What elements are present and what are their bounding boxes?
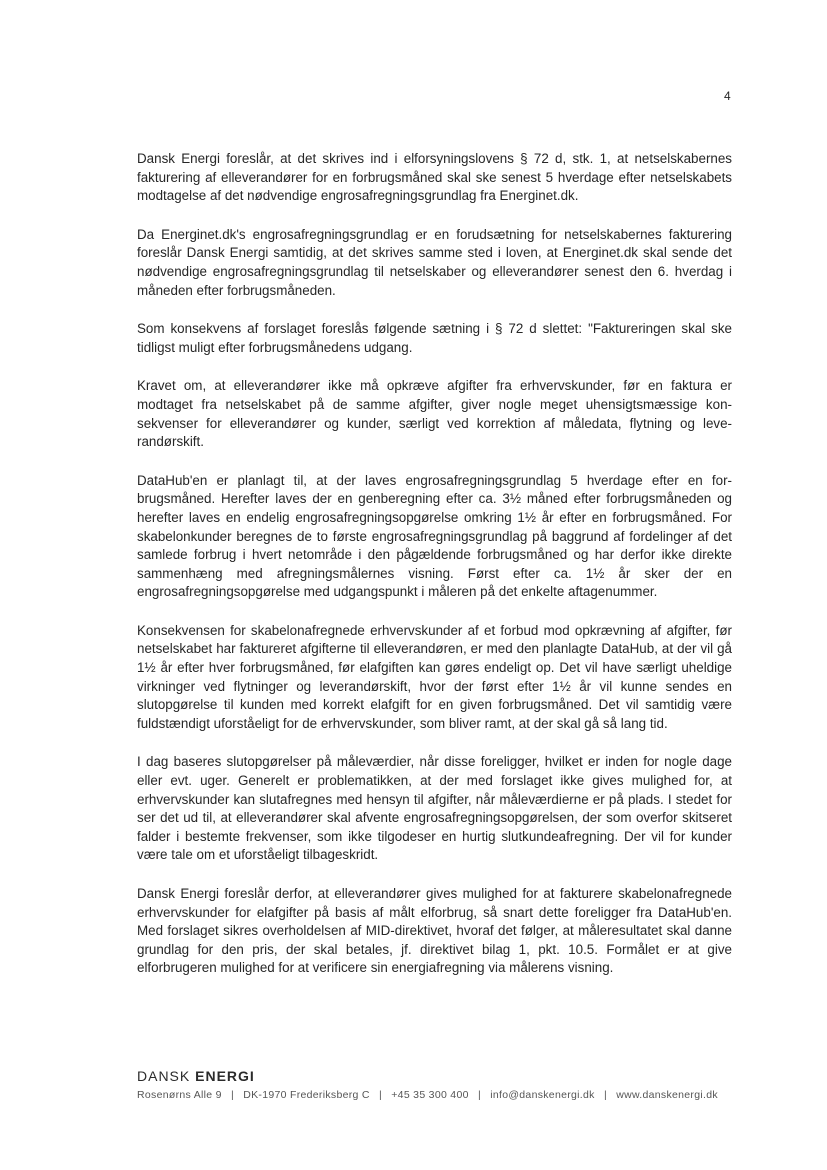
- paragraph-4: Kravet om, at elleverandører ikke må opkræve afgifter fra erhvervskunder, før en faktura er modtaget fra netselskabet på de samme afgifter, giver nogle meget uhensigtsmæssige konsekvenser for elleverandører og kunder, særligt ved korrektion af måledata, flytning og leverandørskift.: [137, 378, 732, 450]
- separator: |: [477, 1089, 481, 1101]
- paragraph-1: Dansk Energi foreslår, at det skrives ind i elforsyningslovens § 72 d, stk. 1, at netselskabernes fakturering af elleverandører for en forbrugsmåned skal ske senest 5 hverdage efter netselskabets modtagelse af det nødvendige engrosafregningsgrundlag fra Energinet.dk.: [137, 151, 732, 204]
- email: info@danskenergi.dk: [490, 1089, 595, 1101]
- contact-line: [137, 1089, 732, 1101]
- brand-bold: ENERGI: [195, 1068, 255, 1084]
- website: www.danskenergi.dk: [616, 1089, 718, 1101]
- separator: |: [379, 1089, 383, 1101]
- separator: |: [230, 1089, 235, 1101]
- paragraph-2: Da Energinet.dk's engrosafregningsgrundlag er en forudsætning for netselskabernes fakturering foreslår Dansk Energi samtidig, at det skrives samme sted i loven, at Energinet.dk skal sende det nødvendige engrosafregningsgrundlag til netselskaber og elleverandører senest den 6. hverdag i måneden efter forbrugsmåneden.: [137, 226, 732, 298]
- separator: |: [603, 1089, 607, 1101]
- street-address: Rosenørns Alle 9: [137, 1089, 222, 1101]
- letterhead-footer: [137, 1067, 732, 1101]
- document-body: [137, 150, 732, 998]
- paragraph-3: Som konsekvens af forslaget foreslås følgende sætning i § 72 d slettet: "Faktureringen skal ske tidligst muligt efter forbrugsmånedens udgang.: [137, 321, 732, 355]
- page-number: 4: [724, 89, 731, 103]
- paragraph-7: I dag baseres slutopgørelser på måleværdier, når disse foreligger, hvilket er inden for nogle dage eller evt. uger. Generelt er problematikken, at der med forslaget ikke gives mulighed for, at erhvervskunder kan slutafregnes med hensyn til afgifter, når måleværdierne er på plads. I stedet for ser det ud til, at elleverandører skal afvente engrosafregningsopgørelsen, der som overfor skitseret falder i bestemte frekvenser, som ikke tilgodeser en hurtig slutkundeafregning. Der vil for kunder være tale om et uforståeligt tilbageskridt.: [137, 754, 732, 863]
- paragraph-6: Konsekvensen for skabelonafregnede erhvervskunder af et forbud mod opkrævning af afgifter, før netselskabet har faktureret afgifterne til elleverandøren, er med den planlagte DataHub, at der vil gå 1½ år efter hver forbrugsmåned, før elafgiften kan gøres endeligt op. Det vil have særligt uheldige virkninger ved flytninger og leverandørskift, hvor der først efter 1½ år vil kunne sendes en slutopgørelse til kunden med korrekt elafgift for en given forbrugsmåned. Det vil samtidig være fuldstændigt uforståeligt for de erhvervskunder, som bliver ramt, at der skal gå så lang tid.: [137, 622, 732, 731]
- city: DK-1970 Frederiksberg C: [243, 1089, 370, 1101]
- phone: +45 35 300 400: [391, 1089, 469, 1101]
- paragraph-5: DataHub'en er planlagt til, at der laves engrosafregningsgrundlag 5 hverdage efter en forbrugsmåned. Herefter laves der en genberegning efter ca. 3½ måned efter forbrugsmåneden og herefter laves en endelig engrosafregningsopgørelse omkring 1½ år efter en forbrugsmåned. For skabelonkunder beregnes de to første engrosafregningsgrundlag på baggrund af fordelinger af det samlede forbrug i hvert netområde i den pågældende forbrugsmåned og har derfor ikke direkte sammenhæng med afregningsmålernes visning. Først efter ca. 1½ år sker der en engrosafregningsopgørelse med udgangspunkt i måleren på det enkelte aftagenummer.: [137, 472, 732, 600]
- company-logo: [137, 1067, 732, 1085]
- brand-light: DANSK: [137, 1068, 191, 1084]
- paragraph-8: Dansk Energi foreslår derfor, at elleverandører gives mulighed for at fakturere skabelonafregnede erhvervskunder for elafgifter på basis af målt elforbrug, så snart dette foreligger fra DataHub'en. Med forslaget sikres overholdelsen af MID-direktivet, hvoraf det følger, at måleresultatet skal danne grundlag for den pris, der skal betales, jf. direktivet bilag 1, pkt. 10.5. Formålet er at give elforbrugeren mulighed for at verificere sin energiafregning via målerens visning.: [137, 886, 732, 976]
